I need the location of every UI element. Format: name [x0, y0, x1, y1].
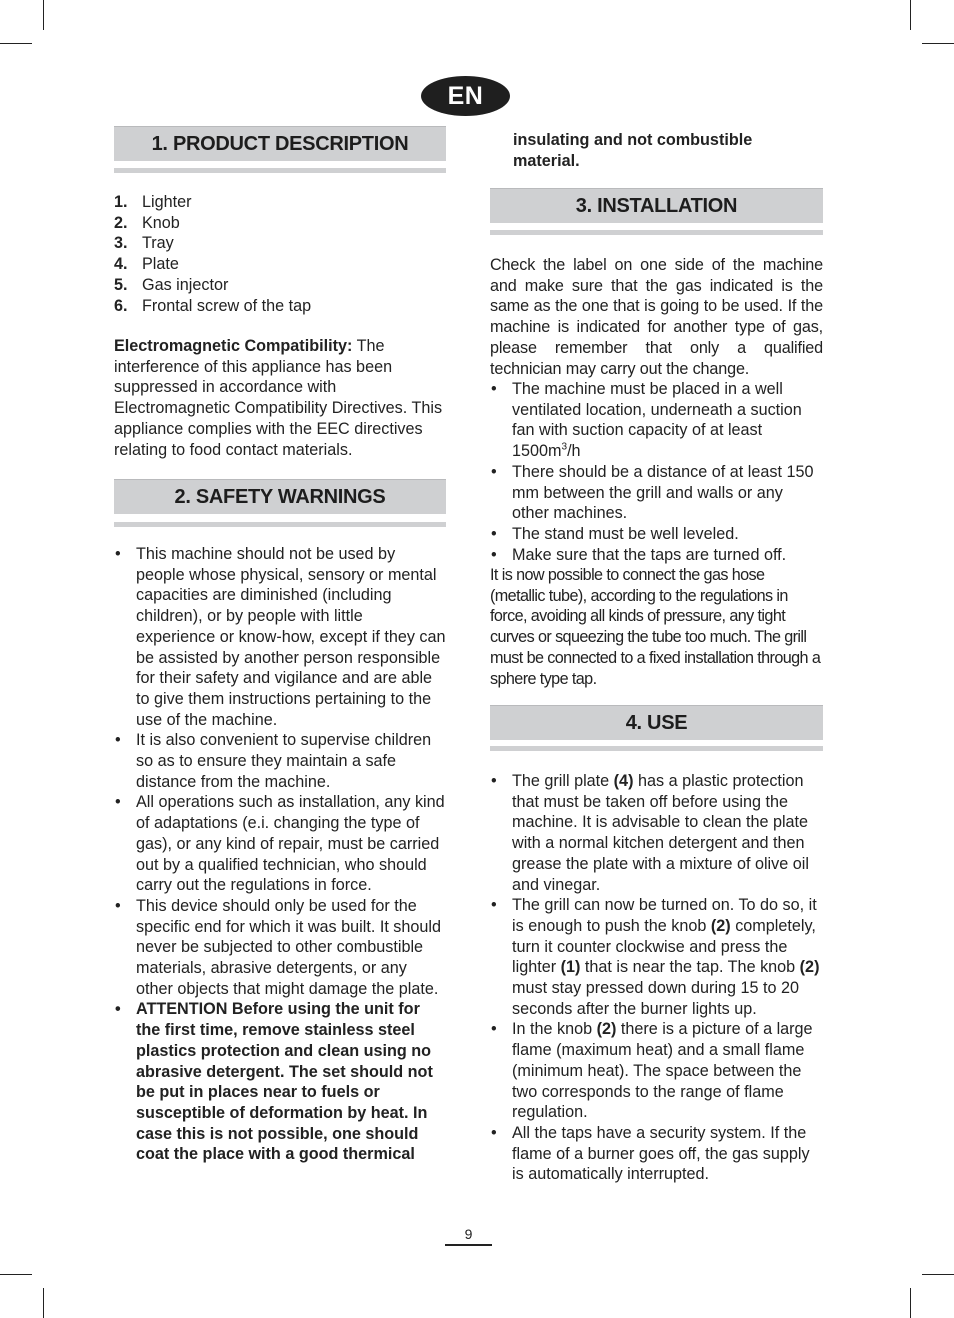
safety-warnings-list	[114, 544, 446, 1165]
installation-outro: It is now possible to connect the gas hose (metallic tube), according to the regulations in force, avoiding all kinds of pressure, any tight curves or squeezing the tube too much. The grill must be connected to a fixed installation through a sphere type tap.	[490, 566, 821, 688]
list-item: • All operations such as installation, any kind of adaptations (e.i. changing the type of gas), or any kind of repair, must be carried out by a qualified technician, who should carry out the regulations in force.	[114, 792, 446, 896]
page-number: 9	[464, 1226, 473, 1242]
section-divider	[114, 168, 446, 173]
crop-mark	[922, 1274, 954, 1275]
list-item: • There should be a distance of at least 150 mm between the grill and walls or any other machines.	[490, 462, 823, 524]
parts-list	[114, 192, 446, 316]
list-item: • It is also convenient to supervise children so as to ensure they maintain a safe distance from the machine.	[114, 730, 446, 792]
list-item: • The grill can now be turned on. To do so, it is enough to push the knob (2) completely, turn it counter clockwise and press the lighter (1) that is near the tap. The knob (2) must stay pressed down during 15 to 20 seconds after the burner lights up.	[490, 895, 823, 1019]
use-list	[490, 771, 823, 1185]
list-item: • This device should only be used for the specific end for which it was built. It should never be subjected to other combustible materials, abrasive detergents, or any other objects that might damage the plate.	[114, 896, 446, 1000]
installation-list	[490, 379, 823, 565]
list-item: 4. Plate	[114, 255, 179, 274]
list-item: 2. Knob	[114, 213, 180, 232]
list-item: • The stand must be well leveled.	[490, 524, 823, 545]
crop-mark	[43, 0, 44, 30]
crop-mark	[0, 1274, 32, 1275]
crop-mark	[922, 43, 954, 44]
list-item: • This machine should not be used by people whose physical, sensory or mental capacities are diminished (including children), or by people with little experience or know-how, except if they can be assisted by another person responsible for their safety and vigilance and are able to give them instructions pertaining to the use of the machine.	[114, 544, 446, 730]
section-safety-warnings-heading: 2. SAFETY WARNINGS	[114, 479, 446, 514]
attention-continued: insulating and not combustible material.	[513, 131, 753, 170]
crop-mark	[0, 43, 32, 44]
emc-paragraph: Electromagnetic Compatibility: The interference of this appliance has been suppressed in accordance with Electromagnetic Compatibility Directives. This appliance complies with the EEC directives relating to food contact materials.	[114, 337, 443, 459]
page-number-rule	[445, 1244, 492, 1246]
list-item: • In the knob (2) there is a picture of a large flame (maximum heat) and a small flame (minimum heat). The space between the two corresponds to the range of flame regulation.	[490, 1019, 823, 1123]
list-item: • All the taps have a security system. If the flame of a burner goes off, the gas supply is automatically interrupted.	[490, 1123, 823, 1185]
crop-mark	[43, 1288, 44, 1318]
attention-notice: • ATTENTION Before using the unit for the first time, remove stainless steel plastics protection and clean using no abrasive detergent. The set should not be put in places near to fuels or susceptible of deformation by heat. In case this is not possible, one should coat the place with a good thermical	[114, 999, 446, 1165]
section-divider	[490, 746, 823, 751]
list-item: 3. Tray	[114, 234, 174, 253]
list-item: • The grill plate (4) has a plastic protection that must be taken off before using the machine. It is advisable to clean the plate with a normal kitchen detergent and then grease the plate with a mixture of olive oil and vinegar.	[490, 771, 823, 895]
list-item: • Make sure that the taps are turned off.	[490, 545, 823, 566]
section-use-heading: 4. USE	[490, 705, 823, 740]
list-item: 1. Lighter	[114, 193, 192, 211]
emc-label: Electromagnetic Compatibility:	[114, 337, 353, 355]
crop-mark	[910, 1288, 911, 1318]
list-item: • The machine must be placed in a well ventilated location, underneath a suction fan with suction capacity of at least $1500m^3/h$	[490, 379, 823, 462]
language-badge: EN	[421, 76, 510, 116]
section-product-description-heading: 1. PRODUCT DESCRIPTION	[114, 126, 446, 161]
installation-intro: Check the label on one side of the machine and make sure that the gas indicated is the same as the one that is going to be used. If the machine is indicated for another type of gas, please remember that only a qualified technician may carry out the change.	[490, 256, 823, 378]
section-divider	[490, 230, 823, 235]
list-item: 5. Gas injector	[114, 275, 229, 294]
section-divider	[114, 522, 446, 527]
list-item: 6. Frontal screw of the tap	[114, 296, 312, 315]
section-installation-heading: 3. INSTALLATION	[490, 188, 823, 223]
crop-mark	[910, 0, 911, 30]
